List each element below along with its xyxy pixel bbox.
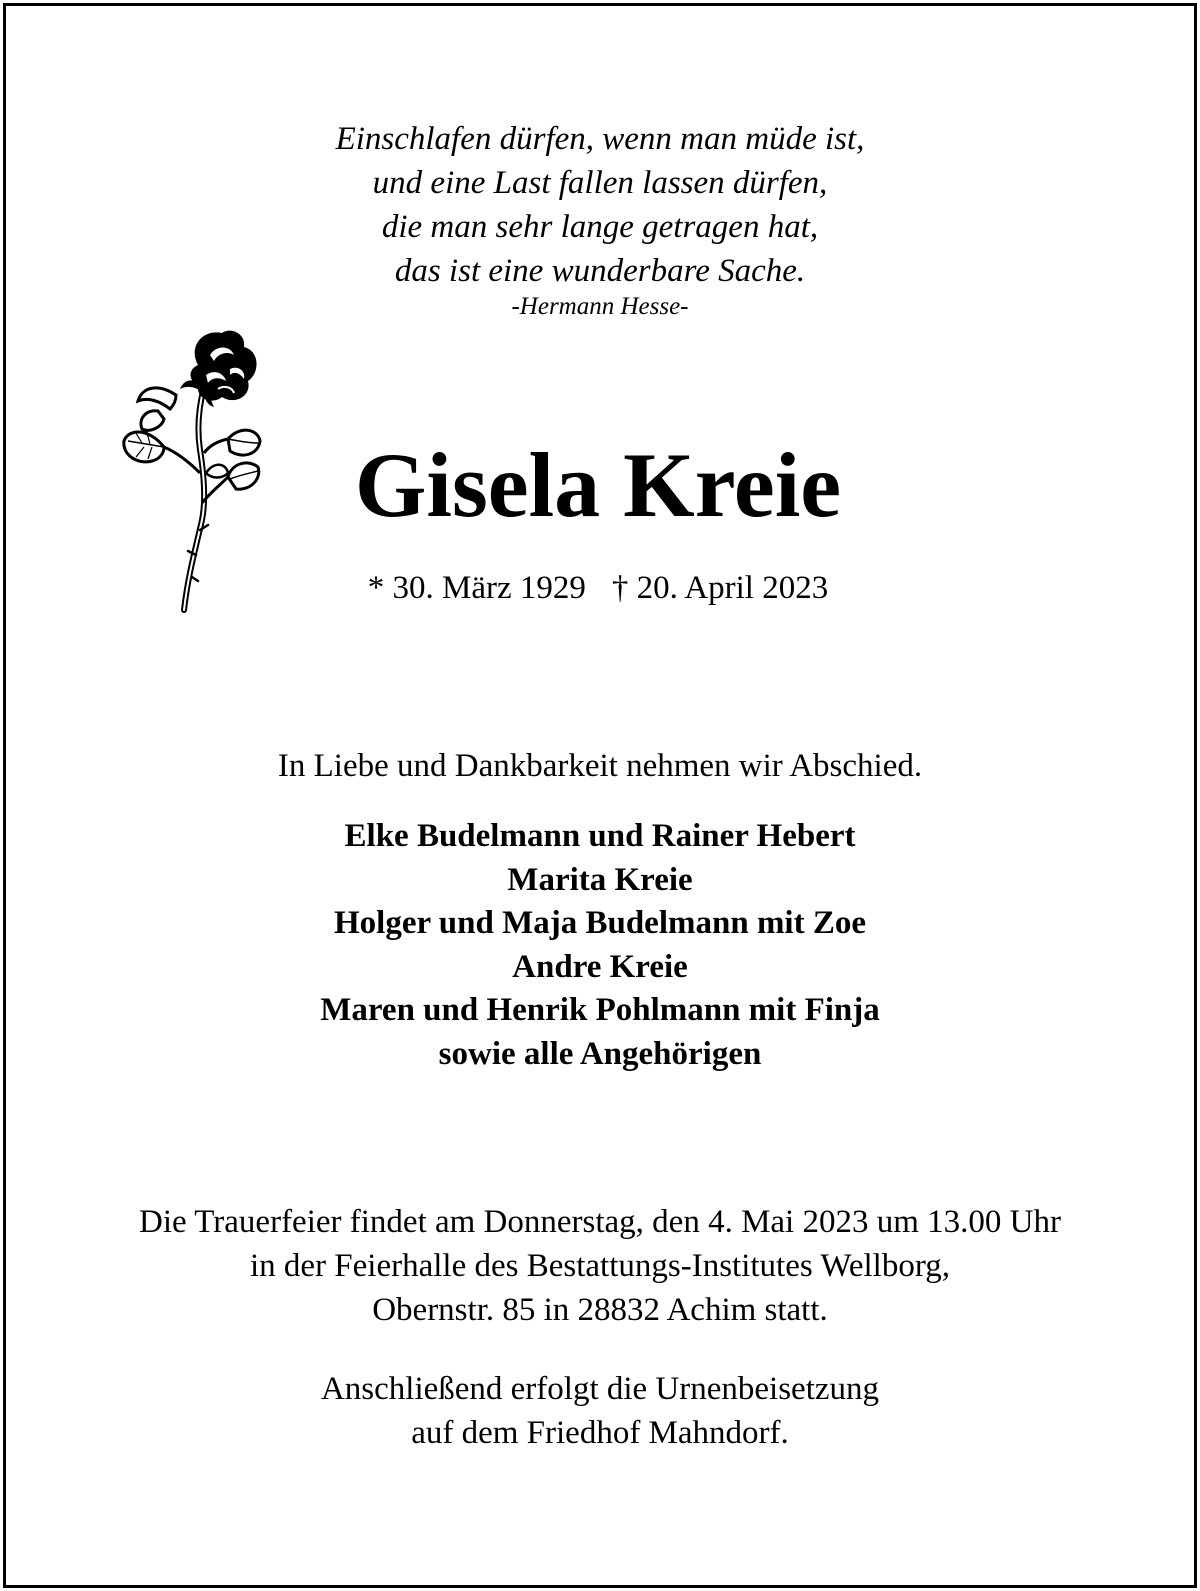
rose-icon — [118, 325, 268, 625]
burial-line: Anschließend erfolgt die Urnenbeisetzung — [320, 1371, 880, 1407]
mourner: sowie alle Angehörigen — [438, 1035, 762, 1072]
ceremony-line: Die Trauerfeier findet am Donnerstag, den 4. Mai 2023 um 13.00 Uhr — [139, 1204, 1061, 1240]
quote-author: -Hermann Hesse- — [511, 293, 689, 320]
farewell-text: In Liebe und Dankbarkeit nehmen wir Abschied. — [277, 748, 923, 784]
ceremony-line: in der Feierhalle des Bestattungs-Institutes Wellborg, — [250, 1248, 950, 1284]
burial-info — [0, 1367, 1200, 1455]
mourner: Andre Kreie — [512, 948, 688, 985]
quote-line: Einschlafen dürfen, wenn man müde ist, — [335, 121, 865, 157]
mourner: Maren und Henrik Pohlmann mit Finja — [320, 992, 880, 1028]
mourners-list — [0, 815, 1200, 1076]
life-dates — [298, 568, 898, 608]
death-date: † 20. April 2023 — [611, 570, 829, 606]
ceremony-line: Obernstr. 85 in 28832 Achim statt. — [372, 1292, 828, 1328]
birth-date: * 30. März 1929 — [367, 570, 586, 606]
quote-line: das ist eine wunderbare Sache. — [394, 253, 806, 289]
mourner: Holger und Maja Budelmann mit Zoe — [333, 905, 866, 941]
hesse-quote — [0, 117, 1200, 293]
burial-line: auf dem Friedhof Mahndorf. — [411, 1415, 789, 1451]
mourner: Marita Kreie — [507, 861, 693, 898]
ceremony-info — [0, 1200, 1200, 1332]
quote-line: und eine Last fallen lassen dürfen, — [372, 165, 828, 201]
mourner: Elke Budelmann und Rainer Hebert — [344, 818, 856, 854]
quote-line: die man sehr lange getragen hat, — [381, 209, 819, 245]
deceased-name: Gisela Kreie — [354, 434, 842, 536]
